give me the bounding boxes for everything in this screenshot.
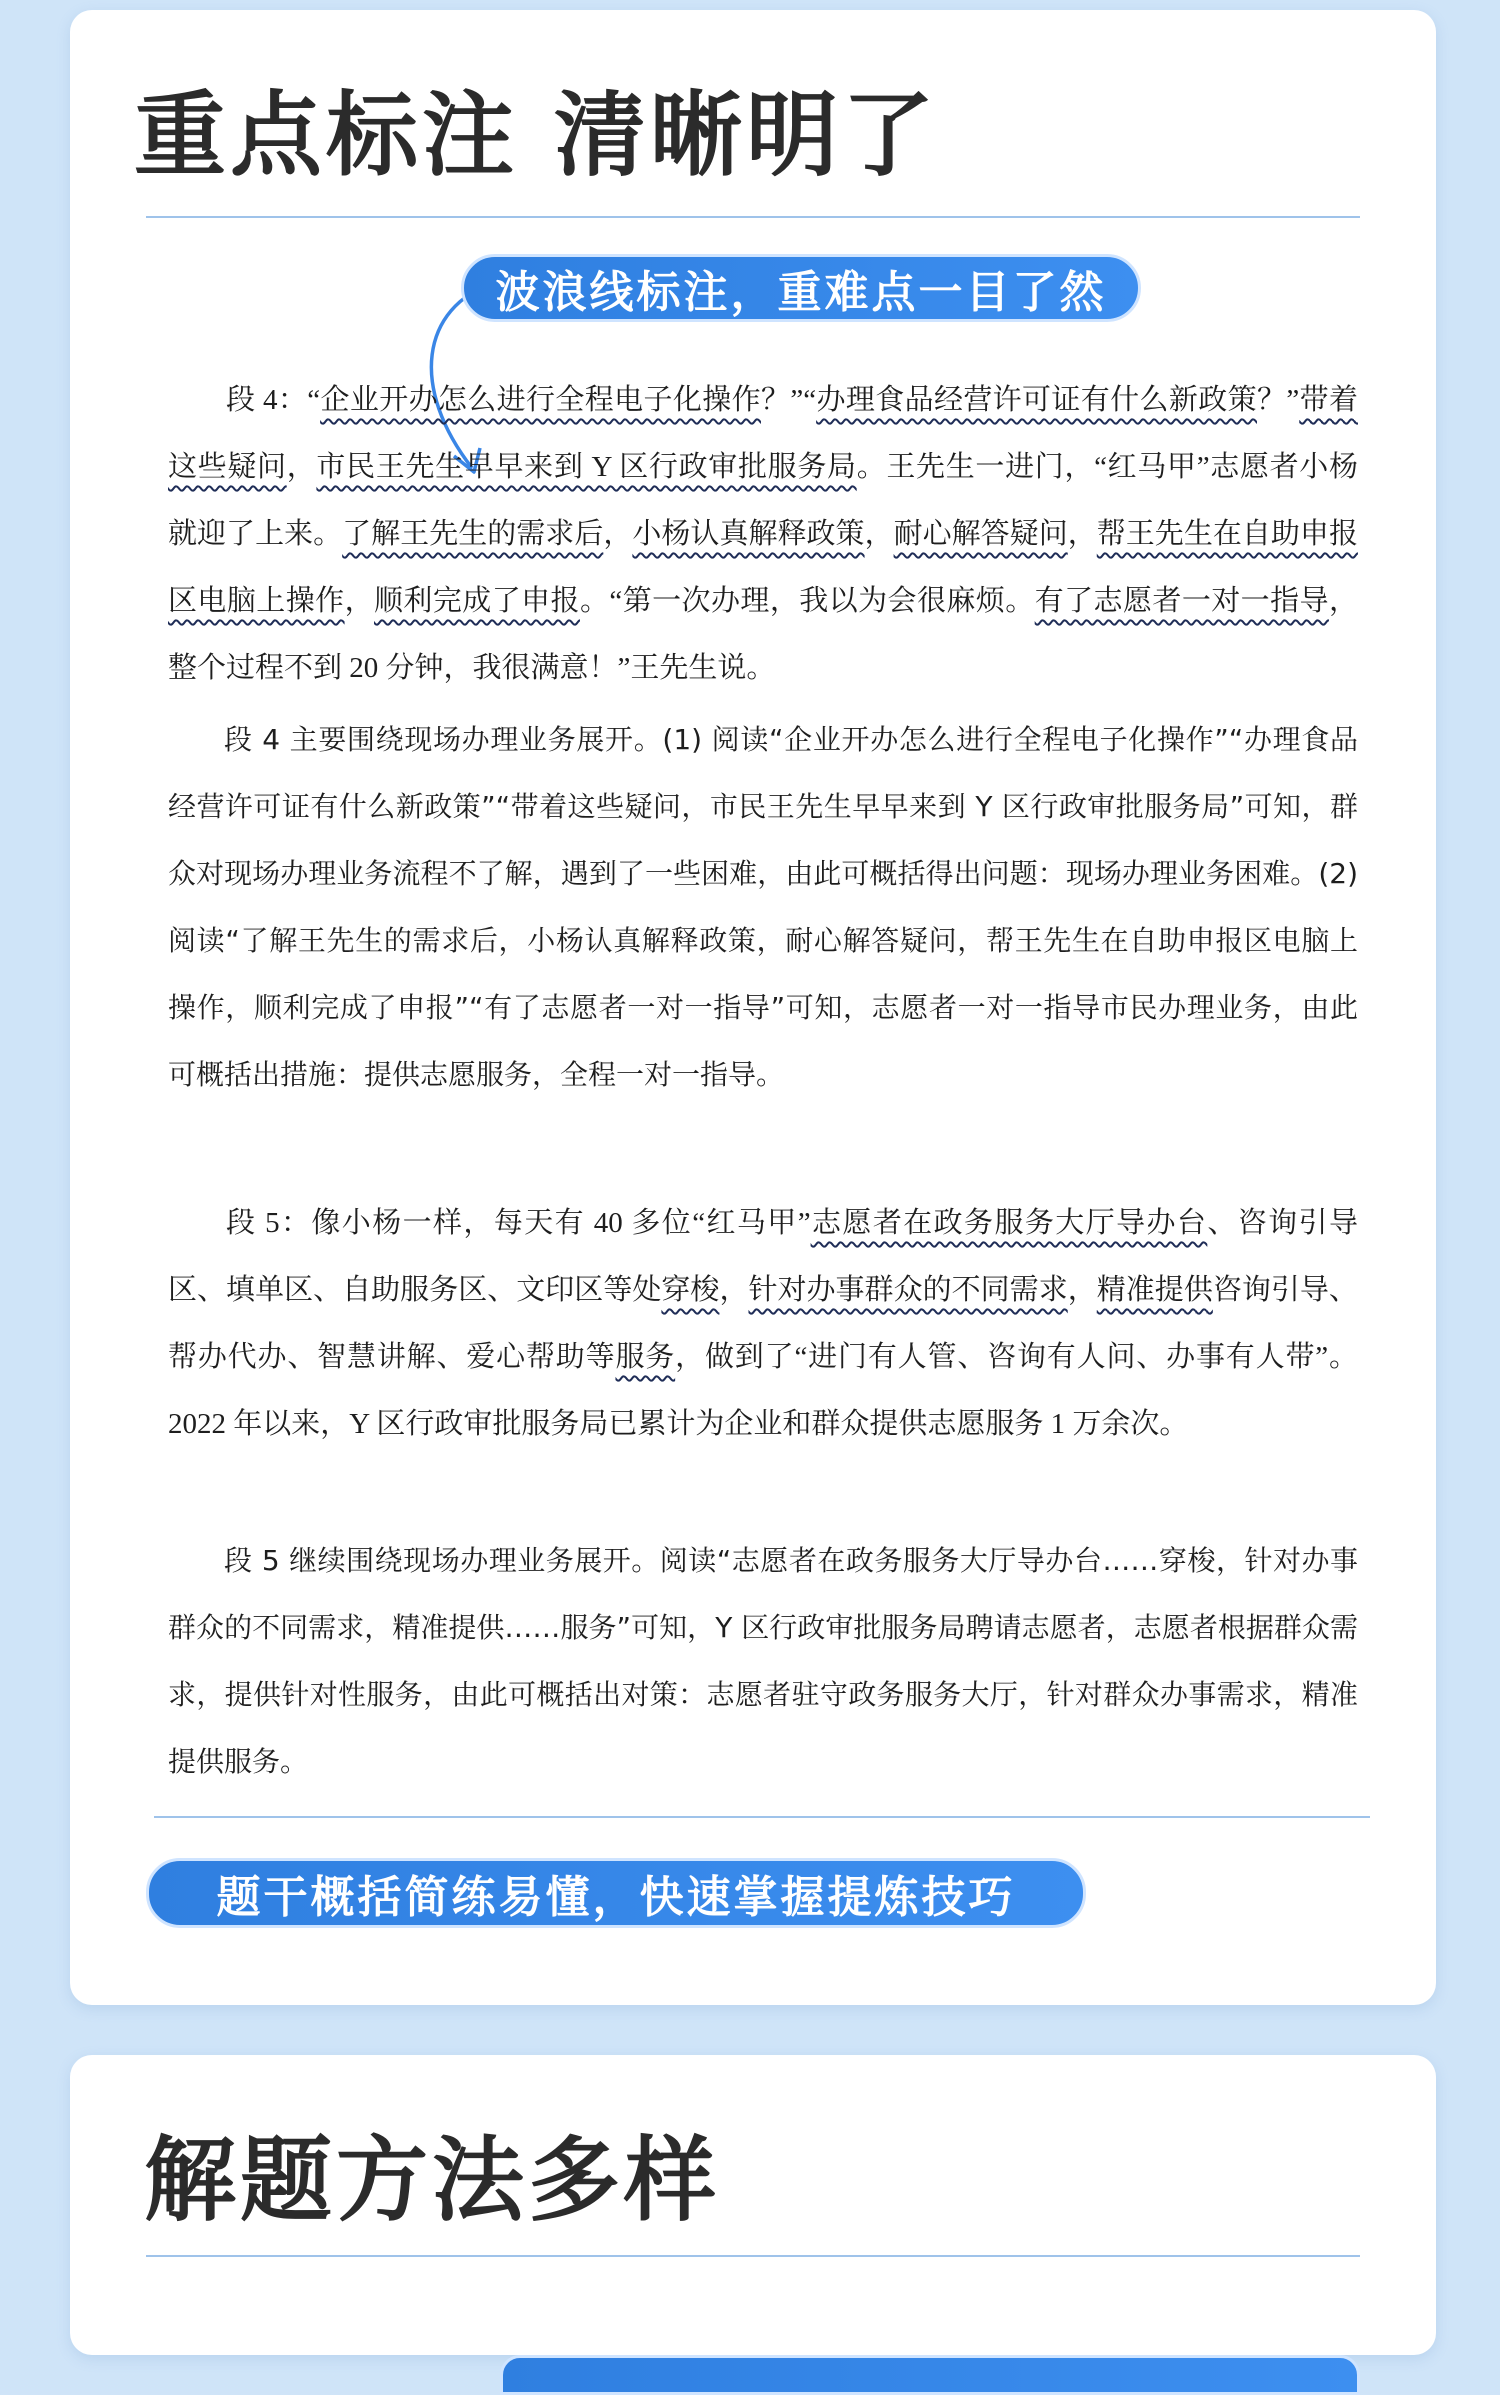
- section-title: 重点标注 清晰明了: [134, 82, 939, 189]
- wavy-underline: 带着这些疑问: [168, 384, 1358, 483]
- bottom-divider: [154, 1816, 1370, 1818]
- wavy-underline: 针对办事群众的不同需求: [748, 1274, 1068, 1306]
- wavy-underline: 有了志愿者一对一指导: [1034, 585, 1329, 617]
- feature-card-annotations: [70, 10, 1436, 2005]
- analysis-paragraph-4: 段 4 主要围绕现场办理业务展开。(1) 阅读“企业开办怎么进行全程电子化操作”“办理食品经营许可证有什么新政策”“带着这些疑问，市民王先生早早来到 Y 区行政审批服务局”可知，群众对现场办理业务流程不了解，遇到了一些困难，由此可概括得出问题：现场办理业务困难。(2) 阅读“了解王先生的需求后，小杨认真解释政策，耐心解答疑问，帮王先生在自助申报区电脑上操作，顺利完成了申报”“有了志愿者一对一指导”可知，志愿者一对一指导市民办理业务，由此可概括出措施：提供志愿服务，全程一对一指导。: [168, 723, 1358, 1091]
- callout-wavy-line: 波浪线标注，重难点一目了然: [461, 254, 1141, 322]
- wavy-underline: 帮王先生在自助申报区电脑上操作: [168, 518, 1358, 617]
- wavy-underline: 市民王先生早早来到 Y 区行政审批服务局: [316, 451, 857, 483]
- wavy-underline: 穿梭: [661, 1274, 720, 1306]
- passage-paragraph-5: 段 5：像小杨一样，每天有 40 多位“红马甲”志愿者在政务服务大厅导办台、咨询引导区、填单区、自助服务区、文印区等处穿梭，针对办事群众的不同需求，精准提供咨询引导、帮办代办、智慧讲解、爱心帮助等服务，做到了“进门有人管、咨询有人问、办事有人带”。2022 年以来，Y 区行政审批服务局已累计为企业和群众提供志愿服务 1 万余次。: [168, 1207, 1358, 1440]
- wavy-underline: 服务: [615, 1341, 676, 1373]
- wavy-underline: 了解王先生的需求后: [342, 518, 604, 550]
- analysis-paragraph-5: 段 5 继续围绕现场办理业务展开。阅读“志愿者在政务服务大厅导办台……穿梭，针对办事群众的不同需求，精准提供……服务”可知，Y 区行政审批服务局聘请志愿者，志愿者根据群众需求，提供针对性服务，由此可概括出对策：志愿者驻守政务服务大厅，针对群众办事需求，精准提供服务。: [168, 1544, 1358, 1778]
- wavy-underline: 精准提供: [1096, 1274, 1213, 1306]
- title-divider: [146, 216, 1360, 218]
- wavy-underline: 顺利完成了申报: [374, 585, 580, 617]
- callout-banner-partial: [500, 2355, 1360, 2395]
- passage-paragraph-4: 段 4：“企业开办怎么进行全程电子化操作？”“办理食品经营许可证有什么新政策？”带着这些疑问，市民王先生早早来到 Y 区行政审批服务局。王先生一进门，“红马甲”志愿者小杨就迎了上来。了解王先生的需求后，小杨认真解释政策，耐心解答疑问，帮王先生在自助申报区电脑上操作，顺利完成了申报。“第一次办理，我以为会很麻烦。有了志愿者一对一指导，整个过程不到 20 分钟，我很满意！”王先生说。: [168, 384, 1358, 684]
- title-divider: [146, 2255, 1360, 2257]
- feature-card-methods: [70, 2055, 1436, 2355]
- wavy-underline: 企业开办怎么进行全程电子化操作: [320, 384, 761, 416]
- wavy-underline: 办理食品经营许可证有什么新政策: [816, 384, 1257, 416]
- summary-banner: 题干概括简练易懂，快速掌握提炼技巧: [146, 1858, 1086, 1928]
- wavy-underline: 耐心解答疑问: [893, 518, 1068, 550]
- section-title: 解题方法多样: [144, 2127, 721, 2234]
- wavy-underline: 小杨认真解释政策: [632, 518, 865, 550]
- wavy-underline: 志愿者在政务服务大厅导办台: [810, 1207, 1208, 1239]
